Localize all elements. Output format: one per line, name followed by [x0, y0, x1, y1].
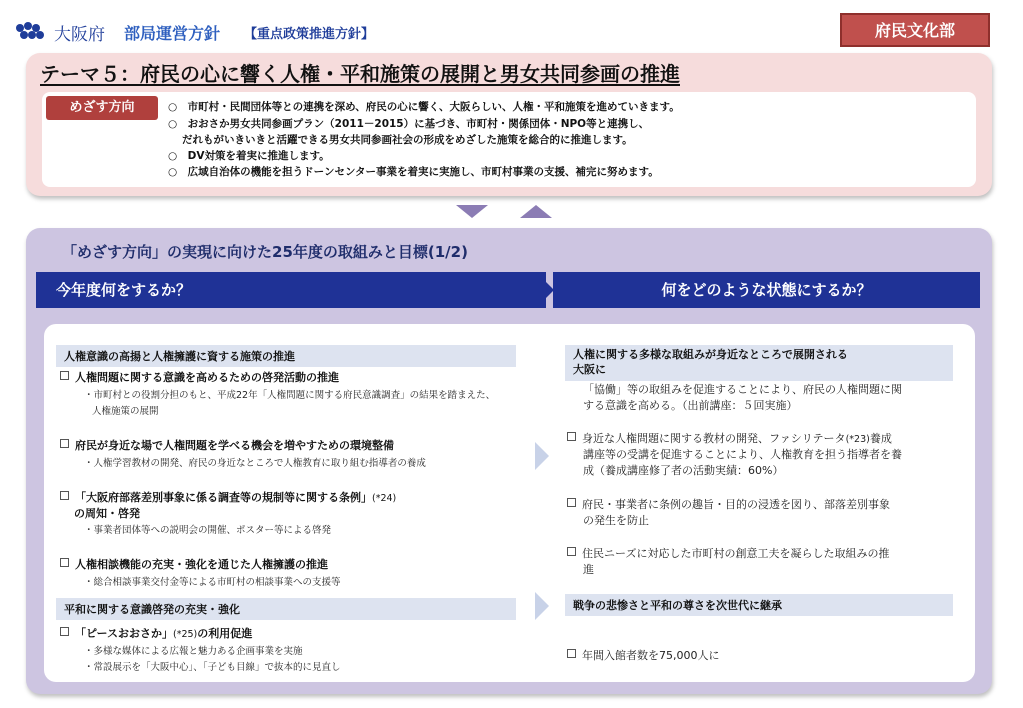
initiatives-title: 「めざす方向」の実現に向けた25年度の取組みと目標(1/2) [62, 243, 468, 261]
goal-line: ○ 広域自治体の機能を担うドーンセンター事業を着実に実施し、市町村事業の支援、補完に努めます。 [168, 166, 659, 178]
item-title: 府民が身近な場で人権問題を学べる機会を増やすための環境整備 [60, 437, 394, 453]
goal-line: ○ 市町村・民間団体等との連携を深め、府民の心に響く、大阪らしい、人権・平和施策を進めていきます。 [168, 101, 680, 113]
bullet-square-icon [60, 439, 69, 448]
target-text: 「協働」等の取組みを促進することにより、府民の人権問題に関 する意識を高める。（出前講座：５回実施） [583, 383, 902, 412]
item-detail: ・総合相談事業交付金等による市町村の相談事業への支援等 [84, 577, 341, 588]
item-detail: ・事業者団体等への説明会の開催、ポスター等による啓発 [84, 525, 332, 536]
up-arrow-icon [520, 205, 552, 218]
section-header: 人権に関する多様な取組みが身近なところで展開される 大阪に [565, 345, 953, 381]
goal-line: ○ DV対策を着実に推進します。 [168, 150, 330, 162]
item-detail: ・人権学習教材の開発、府民の身近なところで人権教育に取り組む指導者の養成 [84, 458, 426, 469]
target-text: 府民・事業者に条例の趣旨・目的の浸透を図り、部落差別事象 の発生を防止 [567, 497, 890, 529]
target-text: 身近な人権問題に関する教材の開発、ファシリテータ(*23)養成 講座等の受講を促進することにより、人権教育を担う指導者を養 成（養成講座修了者の活動実績：60%） [567, 431, 902, 479]
item-detail: ・多様な媒体による広報と魅力ある企画事業を実施 [84, 646, 303, 657]
header-title: 部局運営方針 [124, 24, 221, 43]
chevron-right-icon [535, 592, 549, 620]
item-title: 人権相談機能の充実・強化を通じた人権擁護の推進 [60, 556, 328, 572]
target-state-header: 何をどのような状態にするか？ [553, 272, 980, 308]
section-header: 戦争の悲惨さと平和の尊さを次世代に継承 [565, 594, 953, 616]
item-title: 「大阪府部落差別事象に係る調査等の規制等に関する条例」(*24) [60, 489, 396, 505]
bullet-square-icon [567, 498, 576, 507]
chevron-right-icon [535, 442, 549, 470]
bullet-square-icon [60, 491, 69, 500]
osaka-logo-icon [14, 20, 48, 44]
header-subtitle: 【重点政策推進方針】 [244, 27, 375, 42]
item-detail: ・常設展示を「大阪中心」、「子ども目線」で抜本的に見直し [84, 662, 341, 673]
department-badge: 府民文化部 [840, 13, 990, 47]
item-title-cont: の周知・啓発 [74, 507, 140, 520]
target-text: 年間入館者数を75,000人に [567, 648, 720, 664]
bullet-square-icon [60, 627, 69, 636]
goal-line: ○ おおさか男女共同参画プラン（2011－2015）に基づき、市町村・関係団体・NPO等と連携し、 [168, 118, 650, 130]
down-arrow-icon [456, 205, 488, 218]
theme-title: テーマ５：府民の心に響く人権・平和施策の展開と男女共同参画の推進 [40, 62, 680, 86]
item-title: 人権問題に関する意識を高めるための啓発活動の推進 [60, 369, 339, 385]
item-title: 「ピースおおさか」(*25)の利用促進 [60, 625, 252, 641]
target-text: 住民ニーズに対応した市町村の創意工夫を凝らした取組みの推 進 [567, 546, 889, 578]
bullet-square-icon [60, 371, 69, 380]
goal-label: めざす方向 [46, 96, 158, 120]
bullet-square-icon [567, 547, 576, 556]
org-name: 大阪府 [54, 25, 105, 45]
section-header: 平和に関する意識啓発の充実・強化 [56, 598, 516, 620]
section-header: 人権意識の高揚と人権擁護に資する施策の推進 [56, 345, 516, 367]
item-detail: ・市町村との役割分担のもと、平成22年「人権問題に関する府民意識調査」の結果を踏まえた、 [84, 390, 496, 401]
goal-line: だれもがいきいきと活躍できる男女共同参画社会の形成をめざした施策を総合的に推進します。 [182, 134, 633, 146]
item-detail: 人権施策の展開 [92, 406, 159, 417]
bullet-square-icon [567, 432, 576, 441]
chevron-right-icon [536, 272, 554, 308]
bullet-square-icon [567, 649, 576, 658]
what-to-do-header: 今年度何をするか？ [36, 272, 546, 308]
bullet-square-icon [60, 558, 69, 567]
